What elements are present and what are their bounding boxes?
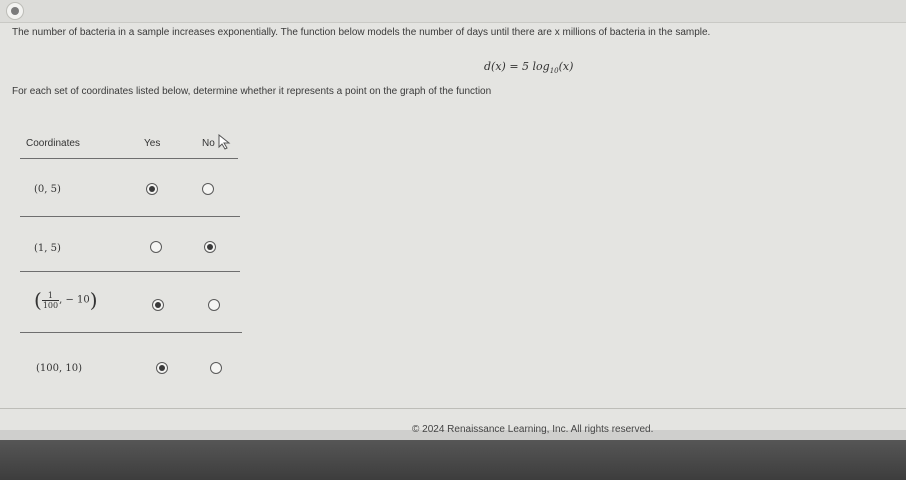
row-divider xyxy=(20,216,240,217)
equation-main: d(x) = 5 log xyxy=(484,60,550,73)
coordinate-label: (100, 10) xyxy=(36,363,82,374)
row-divider xyxy=(20,271,240,272)
radio-yes-row4[interactable] xyxy=(156,362,168,374)
function-equation xyxy=(484,60,573,75)
question-prompt: The number of bacteria in a sample increases exponentially. The function below models the number of days until there are x millions of bacteria in the sample. xyxy=(12,27,711,38)
radio-yes-row2[interactable] xyxy=(150,241,162,253)
fraction-numerator: 1 xyxy=(42,291,59,301)
coordinate-label: (1, 5) xyxy=(34,243,61,254)
question-instruction: For each set of coordinates listed below, determine whether it represents a point on the graph of the function xyxy=(12,86,492,97)
header-no: No xyxy=(202,138,215,149)
radio-no-row4[interactable] xyxy=(210,362,222,374)
radio-no-row3[interactable] xyxy=(208,299,220,311)
radio-no-row2[interactable] xyxy=(204,241,216,253)
status-dot-icon xyxy=(6,2,24,20)
radio-no-row1[interactable] xyxy=(202,183,214,195)
mouse-pointer-icon xyxy=(218,134,232,150)
coordinate-label: ( $\frac{1}{100}$ , − 10) xyxy=(34,288,98,312)
row-divider xyxy=(20,332,242,333)
header-yes: Yes xyxy=(144,138,161,149)
header-coordinates: Coordinates xyxy=(26,138,80,149)
coordinate-y: , − 10 xyxy=(59,294,90,306)
coordinate-label: (0, 5) xyxy=(34,184,61,195)
radio-yes-row3[interactable] xyxy=(152,299,164,311)
equation-base: 10 xyxy=(549,67,559,76)
bottom-bar xyxy=(0,440,906,480)
footer-divider xyxy=(0,408,906,409)
copyright-text: © 2024 Renaissance Learning, Inc. All rights reserved. xyxy=(412,424,654,435)
fraction-denominator: 100 xyxy=(42,300,59,310)
equation-arg: (x) xyxy=(558,60,574,73)
radio-yes-row1[interactable] xyxy=(146,183,158,195)
header-divider xyxy=(20,158,238,159)
top-bar xyxy=(0,0,906,23)
